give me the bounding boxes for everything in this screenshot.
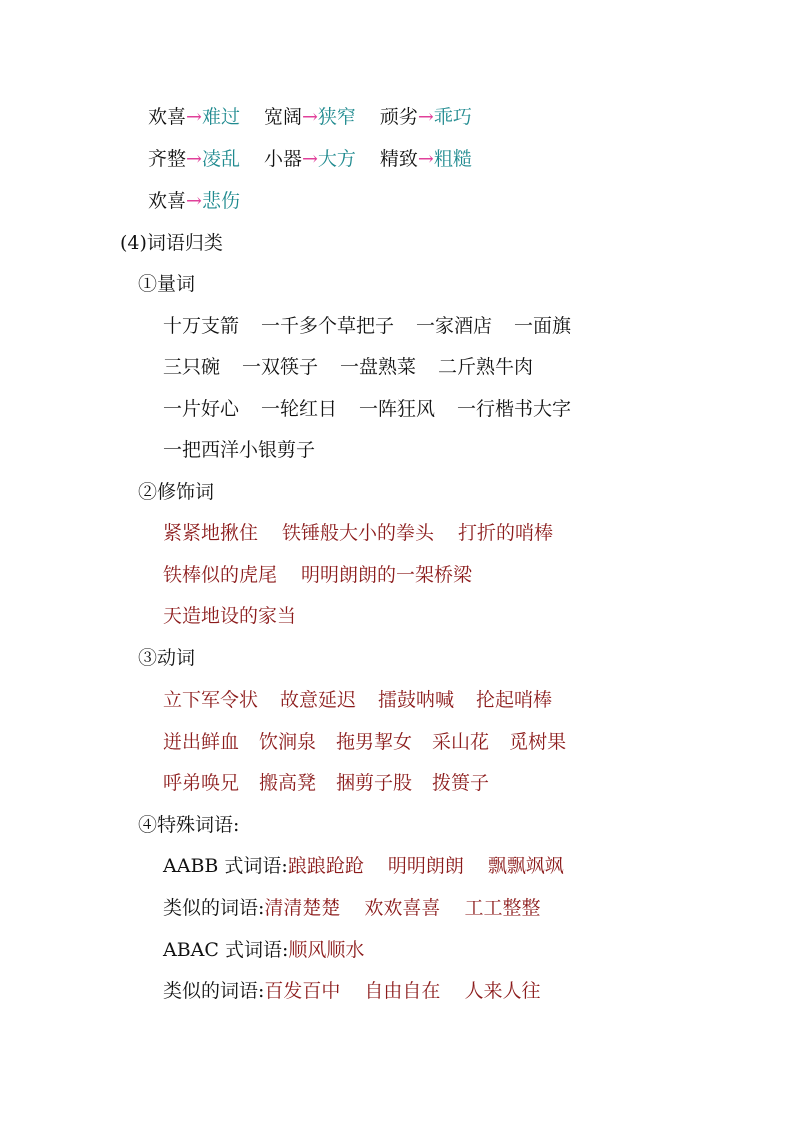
similar-label: 类似的词语: bbox=[163, 980, 265, 1002]
modifier-word: 紧紧地揪住 bbox=[163, 522, 259, 544]
similar-label: 类似的词语: bbox=[163, 897, 265, 919]
measure-word: 一家酒店 bbox=[416, 315, 493, 337]
abac-line bbox=[163, 938, 364, 962]
antonym-word: 精致 bbox=[379, 148, 418, 170]
measure-word: 三只碗 bbox=[163, 356, 221, 378]
aabb-line bbox=[163, 854, 564, 878]
verb-word: 抡起哨棒 bbox=[476, 689, 553, 711]
measure-words-heading: ①量词 bbox=[138, 273, 196, 295]
modifier-word: 明明朗朗的一架桥梁 bbox=[301, 564, 473, 586]
modifiers-line-1 bbox=[163, 521, 553, 545]
antonym-opposite: 狭窄 bbox=[317, 106, 356, 128]
measure-words-line-2 bbox=[163, 355, 533, 379]
antonym-word: 齐整 bbox=[148, 148, 187, 170]
modifier-word: 天造地设的家当 bbox=[163, 605, 297, 627]
modifiers-line-3 bbox=[163, 604, 296, 628]
abac-word: 顺风顺水 bbox=[288, 939, 365, 961]
antonym-word: 顽劣 bbox=[379, 106, 418, 128]
verbs-heading: ③动词 bbox=[138, 647, 196, 669]
measure-word: 一把西洋小银剪子 bbox=[163, 439, 316, 461]
arrow-icon: → bbox=[417, 106, 434, 128]
antonym-opposite: 大方 bbox=[317, 148, 356, 170]
antonym-row-2 bbox=[148, 147, 472, 171]
verb-word: 拨篑子 bbox=[432, 772, 490, 794]
measure-word: 一千多个草把子 bbox=[261, 315, 395, 337]
verb-word: 迸出鲜血 bbox=[163, 731, 240, 753]
special-heading: ④特殊词语: bbox=[138, 814, 240, 836]
verb-word: 拖男挈女 bbox=[336, 731, 413, 753]
measure-word: 二斤熟牛肉 bbox=[438, 356, 534, 378]
aabb-word: 飘飘飒飒 bbox=[487, 855, 564, 877]
measure-words-line-4 bbox=[163, 438, 315, 462]
arrow-icon: → bbox=[301, 106, 318, 128]
arrow-icon: → bbox=[186, 190, 202, 212]
verbs-line-2 bbox=[163, 730, 566, 754]
modifier-word: 打折的哨棒 bbox=[458, 522, 554, 544]
similar-word: 人来人往 bbox=[464, 980, 541, 1002]
modifiers-line-2 bbox=[163, 563, 472, 587]
section-heading: (4)词语归类 bbox=[120, 232, 223, 254]
measure-word: 一盘熟菜 bbox=[340, 356, 417, 378]
verb-word: 捆剪子股 bbox=[336, 772, 413, 794]
measure-word: 一轮红日 bbox=[261, 398, 338, 420]
similar-word: 百发百中 bbox=[264, 980, 341, 1002]
verb-word: 搬高凳 bbox=[259, 772, 317, 794]
verb-word: 饮涧泉 bbox=[259, 731, 317, 753]
modifiers-heading: ②修饰词 bbox=[138, 481, 215, 503]
verb-word: 故意延迟 bbox=[280, 689, 357, 711]
antonym-opposite: 粗糙 bbox=[433, 148, 472, 170]
antonym-word: 欢喜 bbox=[148, 106, 187, 128]
antonym-opposite: 悲伤 bbox=[201, 190, 240, 212]
verb-word: 呼弟唤兄 bbox=[163, 772, 240, 794]
antonym-row-3 bbox=[148, 189, 240, 213]
modifier-word: 铁锤般大小的拳头 bbox=[282, 522, 435, 544]
verbs-line-3 bbox=[163, 771, 489, 795]
aabb-word: 明明朗朗 bbox=[387, 855, 464, 877]
arrow-icon: → bbox=[186, 148, 202, 170]
similar-word: 自由自在 bbox=[364, 980, 441, 1002]
measure-word: 一双筷子 bbox=[242, 356, 319, 378]
similar-word: 清清楚楚 bbox=[264, 897, 341, 919]
antonym-word: 小器 bbox=[263, 148, 302, 170]
antonym-opposite: 乖巧 bbox=[433, 106, 472, 128]
verb-word: 觅树果 bbox=[509, 731, 567, 753]
aabb-word: 踉踉跄跄 bbox=[287, 855, 364, 877]
measure-words-line-1 bbox=[163, 314, 571, 338]
antonym-opposite: 凌乱 bbox=[201, 148, 240, 170]
arrow-icon: → bbox=[186, 106, 202, 128]
similar-line-1 bbox=[163, 896, 540, 920]
aabb-label: AABB 式词语: bbox=[163, 855, 288, 877]
similar-line-2 bbox=[163, 979, 540, 1003]
verb-word: 立下军令状 bbox=[163, 689, 259, 711]
antonym-word: 宽阔 bbox=[263, 106, 302, 128]
measure-word: 一阵狂风 bbox=[359, 398, 436, 420]
antonym-row-1 bbox=[148, 105, 472, 129]
verb-word: 采山花 bbox=[432, 731, 490, 753]
measure-words-line-3 bbox=[163, 397, 571, 421]
verbs-line-1 bbox=[163, 688, 552, 712]
measure-word: 一行楷书大字 bbox=[457, 398, 572, 420]
antonym-opposite: 难过 bbox=[201, 106, 240, 128]
similar-word: 工工整整 bbox=[464, 897, 541, 919]
modifier-word: 铁棒似的虎尾 bbox=[163, 564, 278, 586]
measure-word: 一片好心 bbox=[163, 398, 240, 420]
arrow-icon: → bbox=[417, 148, 434, 170]
arrow-icon: → bbox=[301, 148, 318, 170]
abac-label: ABAC 式词语: bbox=[163, 939, 289, 961]
verb-word: 擂鼓呐喊 bbox=[378, 689, 455, 711]
measure-word: 一面旗 bbox=[514, 315, 572, 337]
measure-word: 十万支箭 bbox=[163, 315, 240, 337]
antonym-word: 欢喜 bbox=[148, 190, 187, 212]
similar-word: 欢欢喜喜 bbox=[364, 897, 441, 919]
